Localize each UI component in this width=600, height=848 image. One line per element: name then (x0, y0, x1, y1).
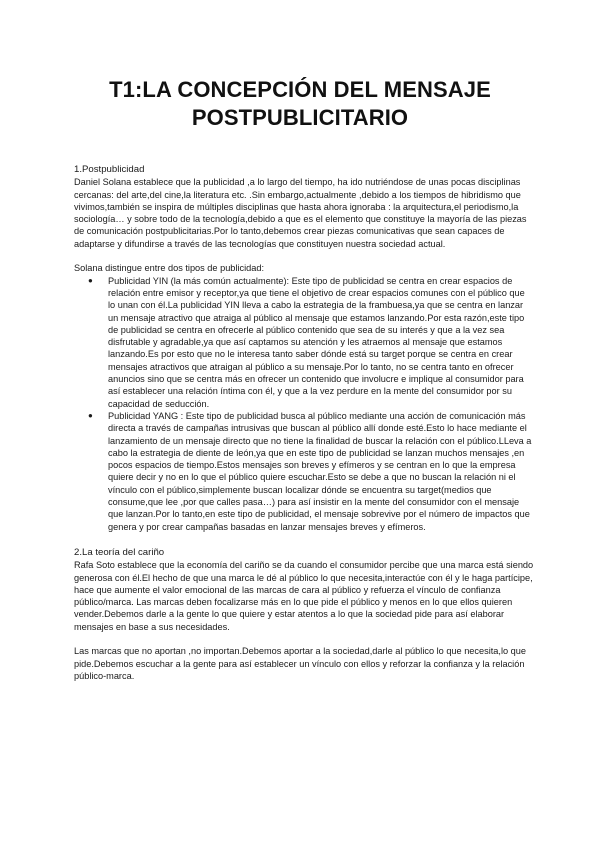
section-paragraph: Daniel Solana establece que la publicidad ,a lo largo del tiempo, ha ido nutriéndose de unas pocas disciplinas cercanas: del arte,del cine,la literatura etc. .Sin embargo,actualmente ,debido a los tiempos de hibridismo que vivimos,también se inspira de múltiples disciplinas que hasta ahora ignoraba : la arquitectura,el periodismo,la sociología… y sobre todo de la tecnología,debido a que es el elemento que constituye la mayoría de las piezas de comunicación postpublicitarias.Por lo tanto,debemos crear piezas comunicativas que sean capaces de adaptarse y difundirse a través de las tecnologías que constituyen nuestra sociedad actual. (74, 177, 527, 249)
section-teoria-carino (74, 541, 534, 682)
list-item (88, 275, 534, 410)
list-intro: Solana distingue entre dos tipos de publicidad: (74, 263, 265, 274)
bullet-icon: ● (88, 410, 93, 420)
document-body (74, 164, 534, 682)
title-line-1: T1:LA CONCEPCIÓN DEL MENSAJE (109, 77, 491, 102)
document-title (40, 76, 560, 132)
bullet-list (74, 275, 534, 533)
section-paragraph: Las marcas que no aportan ,no importan.Debemos aportar a la sociedad,darle al público lo que necesita,lo que pide.Debemos escuchar a la gente para así establecer un vínculo con ellos y reforzar la confianza y la relación público-marca. (74, 646, 526, 681)
title-line-2: POSTPUBLICITARIO (191, 105, 409, 130)
section-heading: 1.Postpublicidad (74, 164, 145, 175)
list-item (88, 410, 534, 533)
section-paragraph: Rafa Soto establece que la economía del cariño se da cuando el consumidor percibe que una marca está siendo generosa con él.El hecho de que una marca le dé al público lo que necesita,interactúe con él y le haga partícipe, hace que aumente el valor emocional de las marcas de cara al público y refuerza el vínculo de confianza público/marca. Las marcas deben focalizarse más en lo que pide el público y menos en lo que ellos quieren vender.Debemos darle a la gente lo que quiere y estar atentos a lo que la sociedad pide para así elaborar mensajes en base a sus necesidades. (74, 560, 534, 632)
list-item-text: Publicidad YANG : Este tipo de publicidad busca al público mediante una acción de comunicación más directa a través de campañas intrusivas que buscan al público allí donde esté.Esto lo hace mediante el lanzamiento de un mensaje directo que no tiene la finalidad de buscar la relación con el público.LLeva a cabo la estrategia de diente de león,ya que en este tipo de publicidad se lanzan muchos mensajes ,en pocos espacios de tiempo.Estos mensajes son breves y efímeros y se centran en lo que la empresa quiere decir y no en lo que el público quiere escuchar.Esto se debe a que no buscan la relación ni el vínculo con el público,simplemente buscan localizar dónde se encuentra su target(medios que consume,que lee ,por que calles pasa…) para así insistir en la mente del consumidor con el mensaje que lanzan.Por lo tanto,en este tipo de publicidad, el mensaje sobrevive por el número de impactos que genera y por crear campañas basadas en lanzar mensajes breves y efímeros. (108, 410, 532, 532)
list-item-text: Publicidad YIN (la más común actualmente): Este tipo de publicidad se centra en crear espacios de relación entre emisor y receptor,ya que tiene el objetivo de crear espacios comunes con el público que lo unan con él.La publicidad YIN lleva a cabo la estrategia de la frambuesa,ya que se centra en lanzar un mensaje atractivo que atraiga al público al mensaje que estamos lanzando.Por esta razón,este tipo de publicidad se centra en ofrecerle al público contenido que sea de su interés y que a la vez sea disfrutable y agradable,ya que así captamos su atención y les atraemos al mensaje que estamos lanzando.Es por esto que no le interesa tanto saber dónde está su target porque se centra en crear mensajes atractivos que atraigan al público a su mensaje.Por lo tanto, no se centra tanto en ofrecer anuncios sino que se centra más en ofrecer un contenido que involucre e implique al consumidor para así establecer una relación íntima con él, y que a la vez perdure en la mente del consumidor por su capacidad de seducción. (108, 275, 525, 409)
bullet-icon: ● (88, 275, 93, 285)
section-postpublicidad (74, 164, 534, 533)
section-heading: 2.La teoría del cariño (74, 546, 165, 558)
